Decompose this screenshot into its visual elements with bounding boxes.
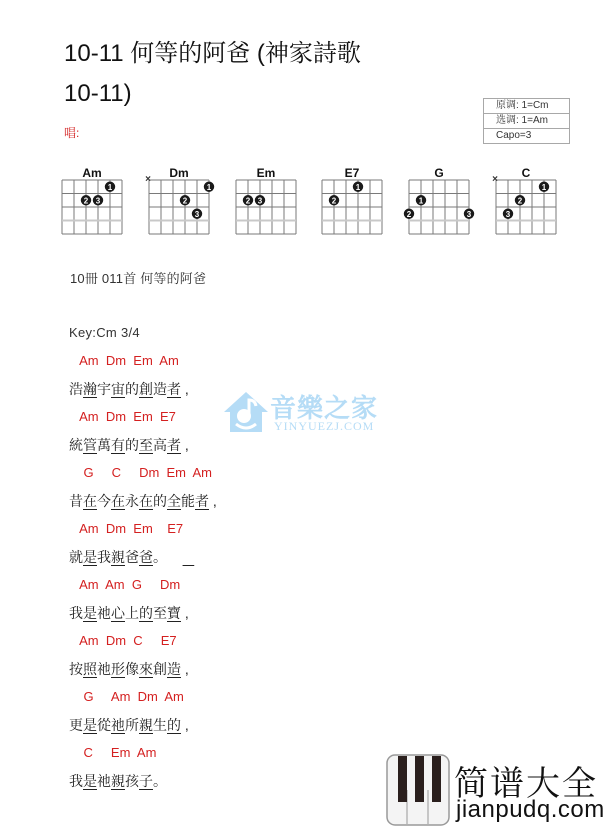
- chord-name: Am: [82, 166, 102, 180]
- lyric-line: 浩瀚宇宙的創造者 ,: [69, 381, 189, 397]
- chord-diagram-dm: [144, 165, 214, 240]
- chord-diagram-em: [231, 165, 301, 240]
- house-music-icon: [222, 388, 270, 436]
- finger-dot: [105, 182, 115, 192]
- finger-dot: [503, 209, 513, 219]
- finger-dot: [464, 209, 474, 219]
- chord-name: G: [434, 166, 444, 180]
- fretboard-grid: [231, 165, 301, 240]
- song-subtitle: 10冊 011首 何等的阿爸: [70, 271, 207, 286]
- chord-line: C Em Am: [69, 745, 157, 760]
- chord-line: Am Dm Em E7: [69, 521, 184, 536]
- svg-text:2: 2: [517, 196, 523, 206]
- chord-line: G C Dm Em Am: [69, 465, 213, 480]
- chord-name: E7: [344, 166, 360, 180]
- chord-diagrams: [0, 165, 609, 240]
- chord-diagram-e7: [317, 165, 387, 240]
- piano-keys-icon: [386, 754, 450, 826]
- svg-text:3: 3: [194, 209, 200, 219]
- yinyue-brand: 音樂之家: [270, 393, 379, 423]
- svg-text:1: 1: [355, 182, 361, 192]
- svg-text:3: 3: [466, 209, 472, 219]
- svg-text:1: 1: [418, 196, 424, 206]
- finger-dot: [353, 182, 363, 192]
- key-info-box: [483, 98, 570, 144]
- chord-line: Am Am G Dm: [69, 577, 181, 592]
- finger-dot: [243, 195, 253, 205]
- lyric-line: 統管萬有的至高者 ,: [69, 437, 189, 453]
- finger-dot: [180, 195, 190, 205]
- capo-value: Capo=3: [484, 129, 569, 144]
- svg-text:3: 3: [95, 196, 101, 206]
- chord-diagram-c: [491, 165, 561, 240]
- lyric-line: 我是祂親孩子。: [69, 773, 167, 789]
- singer-label: 唱:: [64, 126, 80, 140]
- fretboard-grid: [491, 165, 561, 240]
- finger-dot: [539, 182, 549, 192]
- svg-text:1: 1: [541, 182, 547, 192]
- lyric-line: 昔在今在永在的全能者 ,: [69, 493, 217, 509]
- chord-name: C: [521, 166, 531, 180]
- finger-dot: [404, 209, 414, 219]
- svg-text:3: 3: [257, 196, 263, 206]
- svg-text:2: 2: [83, 196, 89, 206]
- original-key: 原调: 1=Cm: [484, 99, 569, 114]
- finger-dot: [204, 182, 214, 192]
- finger-dot: [192, 209, 202, 219]
- chord-diagram-g: [404, 165, 474, 240]
- jianpu-brand: 简谱大全: [454, 765, 598, 803]
- chord-name: Em: [256, 166, 276, 180]
- svg-text:2: 2: [245, 196, 251, 206]
- chord-line: Am Dm Em Am: [69, 353, 179, 368]
- svg-text:2: 2: [182, 196, 188, 206]
- svg-text:1: 1: [206, 182, 212, 192]
- fretboard-grid: [404, 165, 474, 240]
- selected-key: 选调: 1=Am: [484, 114, 569, 129]
- finger-dot: [515, 195, 525, 205]
- jianpu-url: jianpudq.com: [456, 796, 605, 823]
- song-title: 10-11 何等的阿爸 (神家詩歌 10-11): [64, 40, 361, 107]
- yinyue-url: YINYUEZJ.COM: [274, 419, 375, 433]
- finger-dot: [81, 195, 91, 205]
- muted-string-icon: ×: [492, 174, 498, 185]
- svg-text:1: 1: [107, 182, 113, 192]
- yinyuezj-watermark: [222, 388, 392, 438]
- lyric-line: 就是我親爸爸。: [69, 549, 167, 565]
- finger-dot: [416, 195, 426, 205]
- lyric-line: 按照祂形像來創造 ,: [69, 661, 189, 677]
- lyric-line: 更是從祂所親生的 ,: [69, 717, 189, 733]
- finger-dot: [329, 195, 339, 205]
- jianpudq-watermark: [386, 754, 609, 826]
- chord-line: Am Dm C E7: [69, 633, 177, 648]
- svg-text:3: 3: [505, 209, 511, 219]
- chord-line: Am Dm Em E7: [69, 409, 176, 424]
- finger-dot: [255, 195, 265, 205]
- chord-name: Dm: [169, 166, 189, 180]
- svg-text:2: 2: [406, 209, 412, 219]
- finger-dot: [93, 195, 103, 205]
- fretboard-grid: [317, 165, 387, 240]
- chord-line: G Am Dm Am: [69, 689, 184, 704]
- fretboard-grid: [57, 165, 127, 240]
- fretboard-grid: [144, 165, 214, 240]
- key-signature: Key:Cm 3/4: [69, 325, 140, 340]
- chord-diagram-am: [57, 165, 127, 240]
- muted-string-icon: ×: [145, 174, 151, 185]
- lyric-line: 我是祂心上的至寶 ,: [69, 605, 189, 621]
- svg-text:2: 2: [331, 196, 337, 206]
